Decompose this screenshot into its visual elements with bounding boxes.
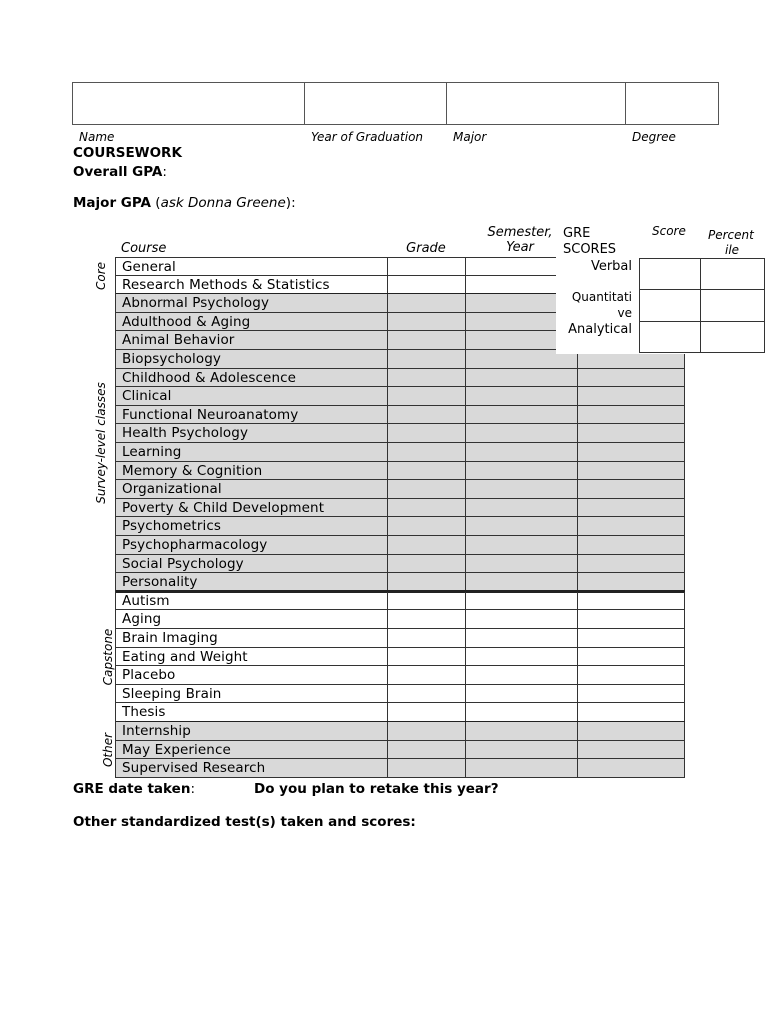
course-row <box>115 648 685 667</box>
course-name: Aging <box>122 611 162 628</box>
major-label: Major <box>453 130 487 144</box>
course-name: Thesis <box>122 704 166 721</box>
semester-year-cell[interactable] <box>466 592 578 610</box>
course-name-cell <box>116 406 388 424</box>
name-label: Name <box>79 130 115 144</box>
retake-question: Do you plan to retake this year? <box>254 781 499 797</box>
course-row <box>115 536 685 555</box>
extra-cell[interactable] <box>578 387 684 405</box>
grade-cell[interactable] <box>388 424 466 442</box>
course-name-cell <box>116 629 388 647</box>
gre-percentile-header-line1: Percent <box>708 228 754 242</box>
extra-cell[interactable] <box>578 610 684 628</box>
course-name-cell <box>116 592 388 610</box>
semester-year-cell[interactable] <box>466 629 578 647</box>
course-name: Memory & Cognition <box>122 462 263 479</box>
semester-year-cell[interactable] <box>466 517 578 535</box>
grade-cell[interactable] <box>388 610 466 628</box>
course-row <box>115 741 685 760</box>
extra-cell[interactable] <box>578 462 684 480</box>
extra-cell[interactable] <box>578 573 684 591</box>
course-row <box>115 555 685 574</box>
course-name: Poverty & Child Development <box>122 499 325 516</box>
semester-year-cell[interactable] <box>466 703 578 721</box>
grade-cell[interactable] <box>388 629 466 647</box>
extra-cell[interactable] <box>578 722 684 740</box>
semester-year-cell[interactable] <box>466 610 578 628</box>
semester-year-cell[interactable] <box>466 499 578 517</box>
grade-cell[interactable] <box>388 722 466 740</box>
year-of-graduation-field[interactable] <box>304 82 447 125</box>
course-name-cell <box>116 517 388 535</box>
course-name-cell <box>116 536 388 554</box>
course-row <box>115 759 685 778</box>
semester-year-cell[interactable] <box>466 387 578 405</box>
course-name: General <box>122 259 176 275</box>
grade-cell[interactable] <box>388 592 466 610</box>
extra-cell[interactable] <box>578 406 684 424</box>
course-name: Health Psychology <box>122 425 249 442</box>
extra-cell[interactable] <box>578 592 684 610</box>
gre-analytical-label: Analytical <box>568 322 632 337</box>
semester-year-cell[interactable] <box>466 369 578 387</box>
course-name: Organizational <box>122 481 222 498</box>
gre-quantitative-percentile[interactable] <box>700 289 765 322</box>
overall-gpa-suffix: : <box>162 164 167 180</box>
extra-cell[interactable] <box>578 499 684 517</box>
course-row <box>115 387 685 406</box>
grade-cell[interactable] <box>388 480 466 498</box>
course-name-cell <box>116 703 388 721</box>
major-gpa-label: Major GPA <box>73 195 151 211</box>
course-name: Functional Neuroanatomy <box>122 406 299 423</box>
course-name: Sleeping Brain <box>122 685 222 702</box>
gre-date-label: GRE date taken <box>73 781 191 797</box>
course-name-cell <box>116 369 388 387</box>
semester-year-cell[interactable] <box>466 685 578 703</box>
course-row <box>115 666 685 685</box>
course-row <box>115 517 685 536</box>
degree-field[interactable] <box>625 82 719 125</box>
course-row <box>115 592 685 611</box>
course-name: Psychopharmacology <box>122 537 268 553</box>
gre-verbal-score[interactable] <box>639 258 701 290</box>
extra-cell[interactable] <box>578 666 684 684</box>
overall-gpa-line <box>73 164 167 180</box>
semester-year-cell[interactable] <box>466 666 578 684</box>
grade-column-header: Grade <box>406 241 446 256</box>
semester-year-cell[interactable] <box>466 443 578 461</box>
semester-year-cell[interactable] <box>466 406 578 424</box>
course-name-cell <box>116 573 388 591</box>
semester-year-cell[interactable] <box>466 424 578 442</box>
course-name: Childhood & Adolescence <box>122 369 297 386</box>
course-name-cell <box>116 480 388 498</box>
course-row <box>115 685 685 704</box>
grade-cell[interactable] <box>388 331 466 349</box>
course-name-cell <box>116 294 388 312</box>
grade-cell[interactable] <box>388 536 466 554</box>
course-name-cell <box>116 759 388 777</box>
extra-cell[interactable] <box>578 536 684 554</box>
section-title: COURSEWORK <box>73 145 182 161</box>
course-name: Brain Imaging <box>122 630 218 646</box>
course-name: Internship <box>122 723 191 739</box>
gre-date-suffix: : <box>190 781 195 797</box>
gre-date-line <box>73 781 195 797</box>
course-name-cell <box>116 610 388 628</box>
degree-label: Degree <box>632 130 676 144</box>
course-name: Supervised Research <box>122 760 266 777</box>
course-row <box>115 573 685 592</box>
grade-cell[interactable] <box>388 685 466 703</box>
gre-analytical-score[interactable] <box>639 321 701 353</box>
grade-cell[interactable] <box>388 387 466 405</box>
course-row <box>115 443 685 462</box>
gre-verbal-label: Verbal <box>590 259 632 274</box>
semester-year-cell[interactable] <box>466 480 578 498</box>
major-gpa-line <box>73 195 296 211</box>
course-row <box>115 462 685 481</box>
group-label: Capstone <box>100 628 115 686</box>
grade-cell[interactable] <box>388 294 466 312</box>
course-name-cell <box>116 685 388 703</box>
gre-percentile-header-line2: ile <box>725 243 740 257</box>
course-name: Placebo <box>122 667 176 684</box>
overall-gpa-label: Overall GPA <box>73 164 163 180</box>
grade-cell[interactable] <box>388 369 466 387</box>
course-name-cell <box>116 331 388 349</box>
extra-cell[interactable] <box>578 555 684 573</box>
course-name: Animal Behavior <box>122 332 235 349</box>
course-name: Personality <box>122 574 198 591</box>
extra-cell[interactable] <box>578 703 684 721</box>
course-name-cell <box>116 350 388 368</box>
extra-cell[interactable] <box>578 685 684 703</box>
course-row <box>115 499 685 518</box>
gre-quantitative-label-2: ve <box>617 306 632 320</box>
grade-cell[interactable] <box>388 313 466 331</box>
table-left-border <box>115 257 116 778</box>
semester-year-cell[interactable] <box>466 462 578 480</box>
course-name-cell <box>116 443 388 461</box>
course-name: Eating and Weight <box>122 648 248 665</box>
name-field[interactable] <box>72 82 305 125</box>
course-column-header: Course <box>121 241 167 256</box>
course-row <box>115 703 685 722</box>
extra-cell[interactable] <box>578 480 684 498</box>
semester-year-cell[interactable] <box>466 555 578 573</box>
course-name: Clinical <box>122 388 172 405</box>
major-field[interactable] <box>446 82 626 125</box>
gre-verbal-percentile[interactable] <box>700 258 765 290</box>
course-row <box>115 406 685 425</box>
course-name: Social Psychology <box>122 555 244 572</box>
gre-score-header: Score <box>652 224 686 238</box>
year-of-graduation-label: Year of Graduation <box>311 130 424 144</box>
extra-cell[interactable] <box>578 369 684 387</box>
course-row <box>115 480 685 499</box>
course-name: Adulthood & Aging <box>122 313 251 330</box>
grade-cell[interactable] <box>388 741 466 759</box>
group-label: Core <box>94 261 108 290</box>
group-label: Other <box>100 732 115 767</box>
grade-cell[interactable] <box>388 462 466 480</box>
major-gpa-open: ( <box>151 195 161 211</box>
extra-cell[interactable] <box>578 629 684 647</box>
grade-cell[interactable] <box>388 648 466 666</box>
course-name: Abnormal Psychology <box>122 295 270 312</box>
grade-cell[interactable] <box>388 350 466 368</box>
course-name-cell <box>116 555 388 573</box>
other-tests-line: Other standardized test(s) taken and scores: <box>73 814 416 830</box>
course-row <box>115 610 685 629</box>
group-label: Survey-level classes <box>94 382 108 504</box>
gre-quantitative-label-1: Quantitati <box>571 290 632 304</box>
course-name-cell <box>116 741 388 759</box>
grade-cell[interactable] <box>388 406 466 424</box>
course-name: Psychometrics <box>122 518 221 535</box>
grade-cell[interactable] <box>388 258 466 275</box>
course-name-cell <box>116 424 388 442</box>
extra-cell[interactable] <box>578 741 684 759</box>
semester-year-cell[interactable] <box>466 759 578 777</box>
course-row <box>115 369 685 388</box>
course-name-cell <box>116 258 388 275</box>
course-row <box>115 424 685 443</box>
semester-year-cell[interactable] <box>466 741 578 759</box>
gre-analytical-percentile[interactable] <box>700 321 765 353</box>
course-name: Research Methods & Statistics <box>122 276 330 293</box>
course-name-cell <box>116 387 388 405</box>
grade-cell[interactable] <box>388 759 466 777</box>
course-name: May Experience <box>122 741 231 758</box>
semester-year-cell[interactable] <box>466 722 578 740</box>
grade-cell[interactable] <box>388 443 466 461</box>
grade-cell[interactable] <box>388 555 466 573</box>
grade-cell[interactable] <box>388 573 466 591</box>
course-name-cell <box>116 499 388 517</box>
gre-title-line1: GRE <box>563 226 591 241</box>
grade-cell[interactable] <box>388 276 466 294</box>
grade-cell[interactable] <box>388 666 466 684</box>
major-gpa-close: ): <box>285 195 296 211</box>
gre-scores-panel <box>556 222 766 354</box>
course-name-cell <box>116 666 388 684</box>
course-name-cell <box>116 648 388 666</box>
course-name-cell <box>116 722 388 740</box>
major-gpa-note: ask Donna Greene <box>160 195 286 211</box>
grade-cell[interactable] <box>388 517 466 535</box>
gre-title-line2: SCORES <box>563 242 617 257</box>
semester-year-cell[interactable] <box>466 648 578 666</box>
course-row <box>115 629 685 648</box>
course-name-cell <box>116 276 388 294</box>
gre-quantitative-score[interactable] <box>639 289 701 322</box>
extra-cell[interactable] <box>578 424 684 442</box>
extra-cell[interactable] <box>578 759 684 777</box>
semester-year-cell[interactable] <box>466 573 578 591</box>
course-name: Learning <box>122 444 182 460</box>
course-name-cell <box>116 313 388 331</box>
course-name: Biopsychology <box>122 351 221 367</box>
semester-year-cell[interactable] <box>466 536 578 554</box>
extra-cell[interactable] <box>578 517 684 535</box>
course-name-cell <box>116 462 388 480</box>
extra-cell[interactable] <box>578 443 684 461</box>
semester-year-column-header: Semester, Year <box>487 225 553 255</box>
course-row <box>115 722 685 741</box>
course-name: Autism <box>122 592 170 609</box>
grade-cell[interactable] <box>388 703 466 721</box>
extra-cell[interactable] <box>578 648 684 666</box>
grade-cell[interactable] <box>388 499 466 517</box>
